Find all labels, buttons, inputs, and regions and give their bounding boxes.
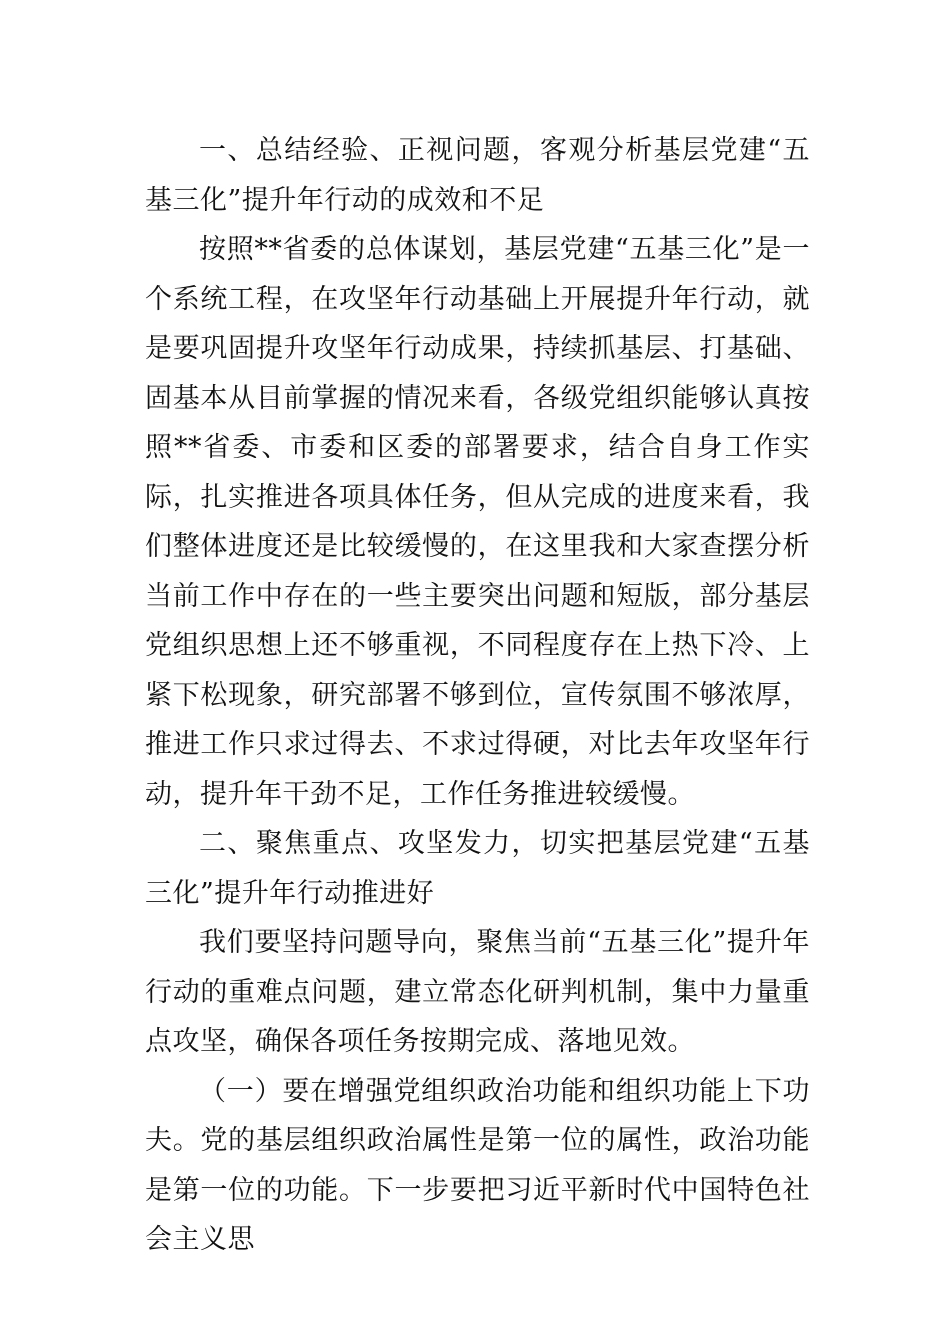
section-heading-2: 二、聚焦重点、攻坚发力，切实把基层党建“五基三化”提升年行动推进好 [145, 828, 810, 909]
document-body [145, 126, 810, 1265]
section-heading-1: 一、总结经验、正视问题，客观分析基层党建“五基三化”提升年行动的成效和不足 [145, 135, 810, 216]
paragraph-2: 我们要坚持问题导向，聚焦当前“五基三化”提升年行动的重难点问题，建立常态化研判机制，集中力量重点攻坚，确保各项任务按期完成、落地见效。 [145, 927, 810, 1057]
paragraph-1: 按照**省委的总体谋划，基层党建“五基三化”是一个系统工程，在攻坚年行动基础上开展提升年行动，就是要巩固提升攻坚年行动成果，持续抓基层、打基础、固基本从目前掌握的情况来看，各级党组织能够认真按照**省委、市委和区委的部署要求，结合自身工作实际，扎实推进各项具体任务，但从完成的进度来看，我们整体进度还是比较缓慢的，在这里我和大家查摆分析当前工作中存在的一些主要突出问题和短版，部分基层党组织思想上还不够重视，不同程度存在上热下冷、上紧下松现象，研究部署不够到位，宣传氛围不够浓厚，推进工作只求过得去、不求过得硬，对比去年攻坚年行动，提升年干劲不足，工作任务推进较缓慢。 [145, 234, 810, 810]
paragraph-3: （一）要在增强党组织政治功能和组织功能上下功夫。党的基层组织政治属性是第一位的属性，政治功能是第一位的功能。下一步要把习近平新时代中国特色社会主义思 [145, 1075, 810, 1255]
